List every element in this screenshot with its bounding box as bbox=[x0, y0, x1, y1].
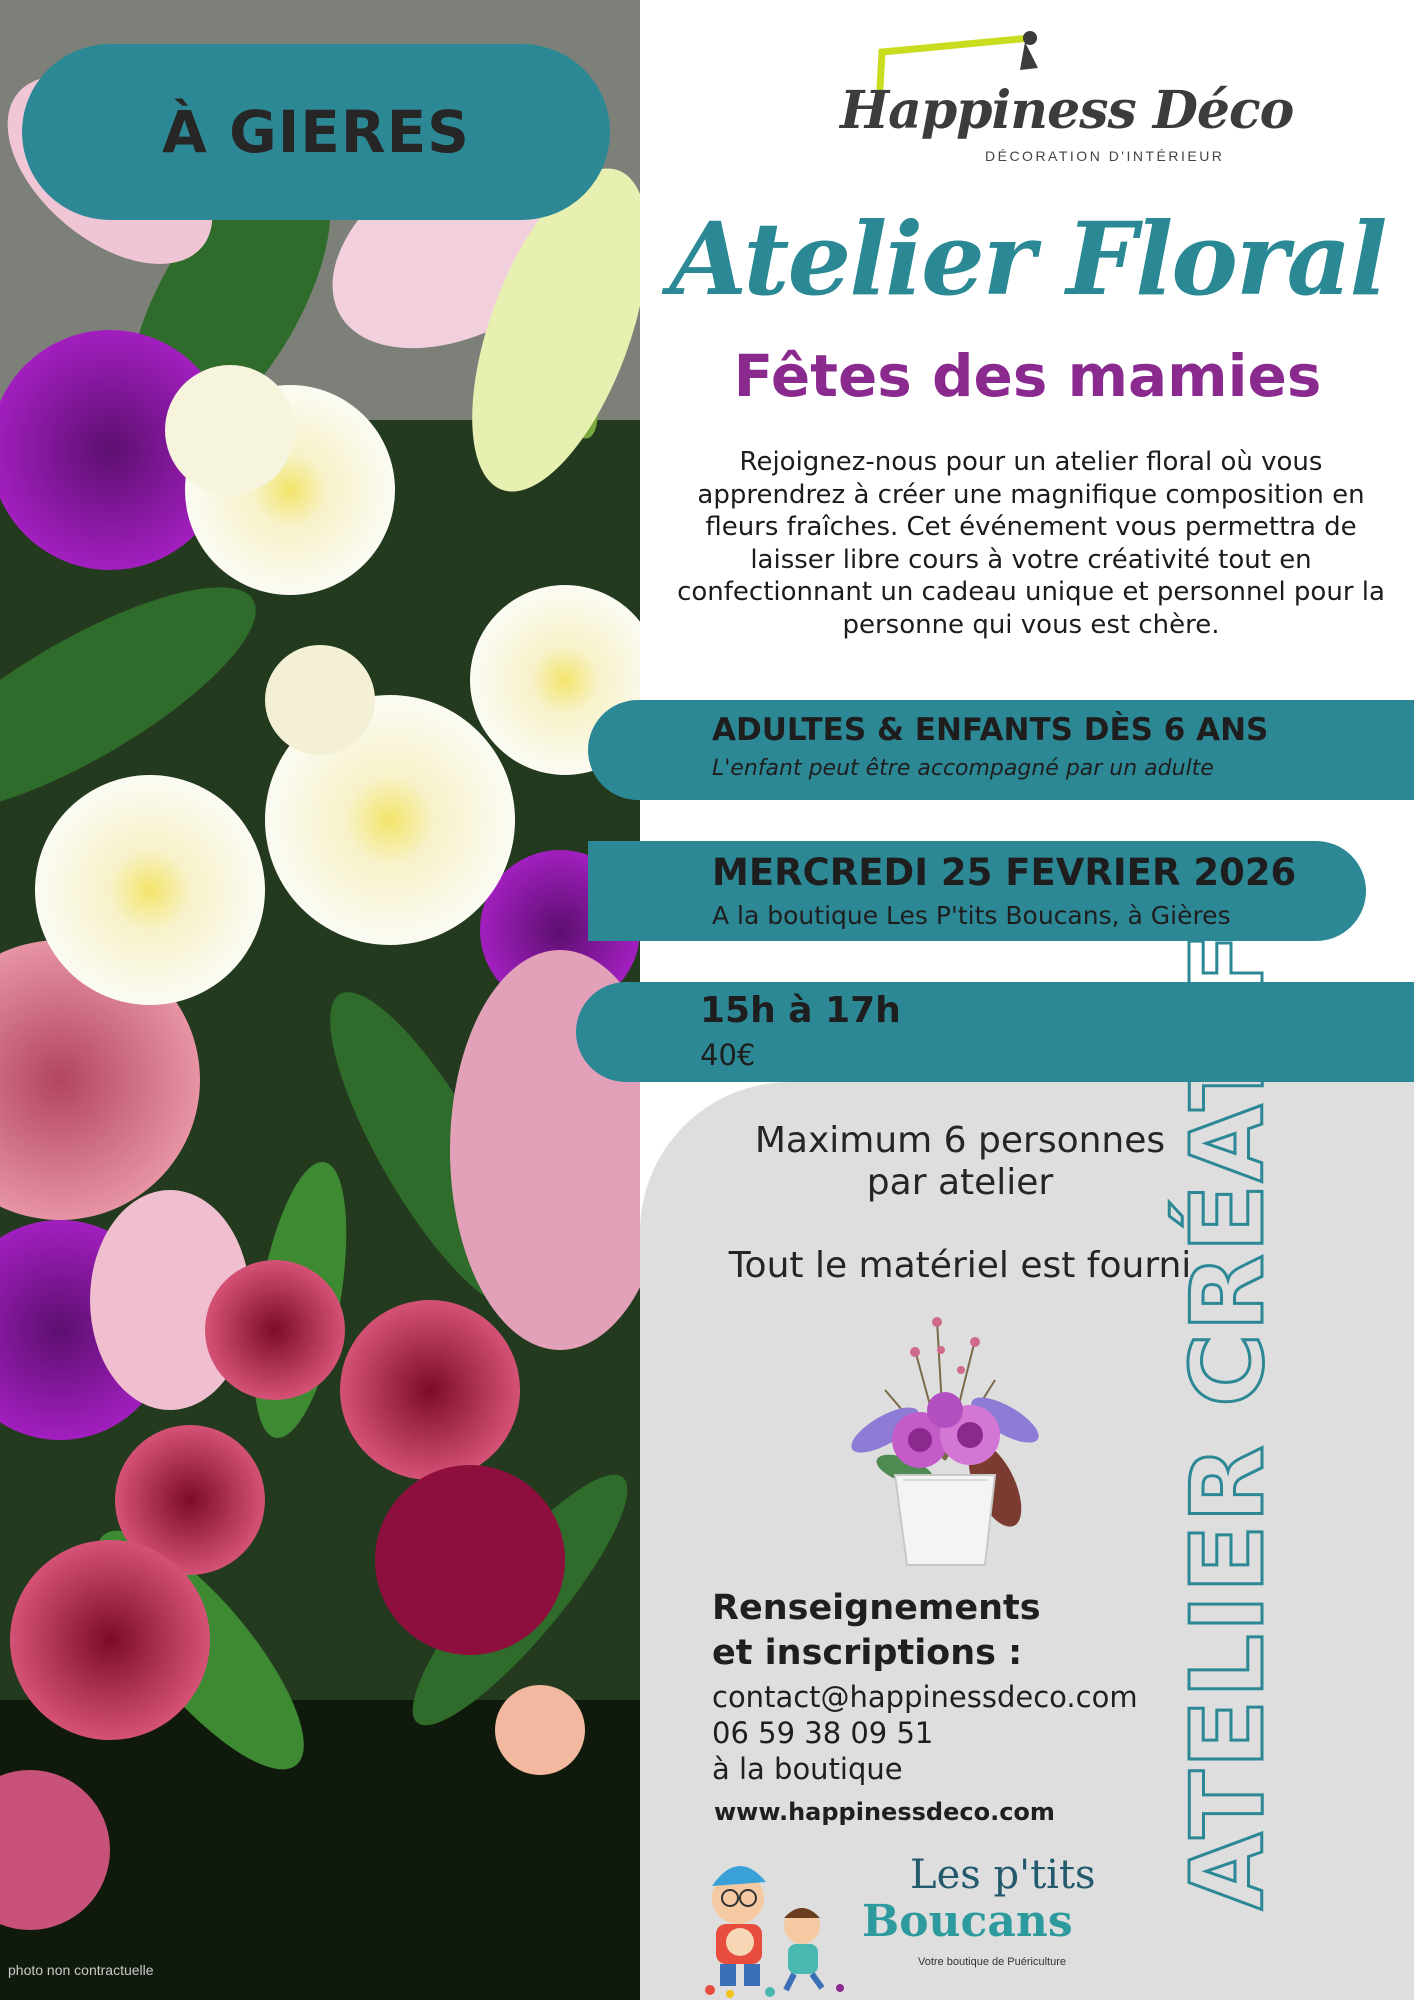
location-badge bbox=[22, 44, 610, 220]
photo-credit: photo non contractuelle bbox=[8, 1962, 154, 1978]
event-time: 15h à 17h bbox=[700, 990, 901, 1031]
vertical-title: ATELIER CRÉATIF bbox=[1169, 930, 1286, 1910]
contact-phone[interactable]: 06 59 38 09 51 bbox=[712, 1716, 934, 1750]
event-place: A la boutique Les P'tits Boucans, à Gières bbox=[712, 901, 1231, 930]
bouquet-photo bbox=[0, 0, 640, 2000]
capacity-line-2: par atelier bbox=[866, 1162, 1054, 1203]
flower-arrangement-icon bbox=[845, 1310, 1045, 1580]
contact-heading bbox=[712, 1586, 1041, 1676]
contact-in-store: à la boutique bbox=[712, 1752, 903, 1786]
partner-tagline: Votre boutique de Puériculture bbox=[918, 1956, 1066, 1968]
location-text: À GIERES bbox=[162, 98, 470, 166]
contact-heading-line-2: et inscriptions : bbox=[712, 1633, 1023, 1673]
audience-note: L'enfant peut être accompagné par un adulte bbox=[712, 756, 1214, 781]
logo-tagline: DÉCORATION D'INTÉRIEUR bbox=[985, 148, 1225, 164]
materials-text: Tout le matériel est fourni bbox=[728, 1245, 1192, 1286]
contact-heading-line-1: Renseignements bbox=[712, 1588, 1041, 1628]
website-link[interactable]: www.happinessdeco.com bbox=[714, 1798, 1055, 1826]
contact-email[interactable]: contact@happinessdeco.com bbox=[712, 1680, 1138, 1714]
audience-band bbox=[588, 700, 1414, 800]
partner-name-line-2: Boucans bbox=[862, 1896, 1073, 1947]
audience-title: ADULTES & ENFANTS DÈS 6 ANS bbox=[712, 712, 1269, 748]
page-title: Atelier Floral bbox=[669, 200, 1386, 318]
page-subtitle: Fêtes des mamies bbox=[733, 342, 1322, 410]
time-band bbox=[576, 982, 1414, 1082]
happiness-deco-logo bbox=[820, 30, 1294, 170]
capacity-line-1: Maximum 6 personnes bbox=[754, 1120, 1166, 1161]
capacity-text bbox=[680, 1120, 1240, 1204]
kids-illustration-icon bbox=[690, 1838, 890, 1998]
partner-logo bbox=[690, 1838, 1096, 1998]
event-date: MERCREDI 25 FEVRIER 2026 bbox=[712, 851, 1297, 894]
event-price: 40€ bbox=[700, 1038, 756, 1072]
logo-name: Happiness Déco bbox=[840, 80, 1294, 141]
partner-name-line-1: Les p'tits bbox=[910, 1852, 1096, 1898]
event-description: Rejoignez-nous pour un atelier floral où vous apprendrez à créer une magnifique composition en fleurs fraîches. Cet événement vous permettra de laisser libre cours à votre créativité tout en confectionnant un cadeau unique et personnel pour la personne qui vous est chère. bbox=[677, 447, 1385, 640]
date-band bbox=[588, 841, 1366, 941]
